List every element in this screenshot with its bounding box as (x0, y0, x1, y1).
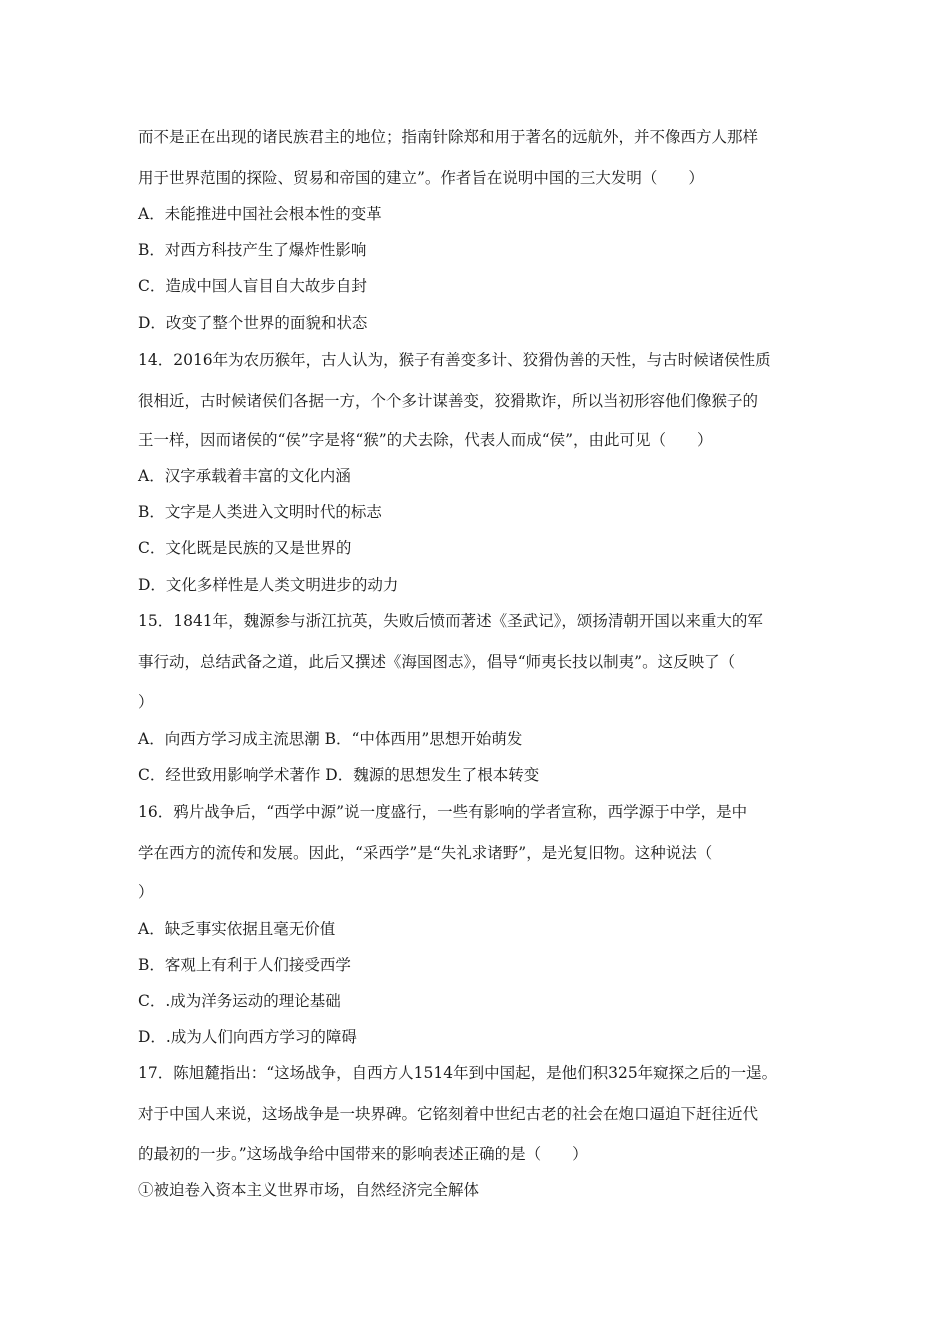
q17-stem-line-3: 的最初的一步。”这场战争给中国带来的影响表述正确的是（ ） (138, 1145, 588, 1163)
q16-option-b: B．客观上有利于人们接受西学 (138, 956, 351, 974)
q14-option-c: C．文化既是民族的又是世界的 (138, 539, 352, 557)
q14-stem-line-2: 很相近，古时候诸侯们各据一方，个个多计谋善变，狡猾欺诈，所以当初形容他们像猴子的 (138, 392, 759, 410)
q14-option-b: B．文字是人类进入文明时代的标志 (138, 503, 382, 521)
q13-option-c: C．造成中国人盲目自大故步自封 (138, 277, 367, 295)
q16-stem-line-1: 16．鸦片战争后，“西学中源”说一度盛行，一些有影响的学者宣称，西学源于中学，是中 (138, 803, 748, 821)
q14-stem-line-3: 王一样，因而诸侯的“侯”字是将“猴”的犬去除，代表人而成“侯”，由此可见（ ） (138, 431, 713, 449)
q13-option-a: A．未能推进中国社会根本性的变革 (138, 205, 382, 223)
q13-option-d: D．改变了整个世界的面貌和状态 (138, 314, 368, 332)
q16-stem-line-2: 学在西方的流传和发展。因此，“采西学”是“失礼求诸野”，是光复旧物。这种说法（ (138, 844, 713, 862)
q13-stem-line-1: 而不是正在出现的诸民族君主的地位；指南针除郑和用于著名的远航外，并不像西方人那样 (138, 128, 759, 146)
q14-stem-line-1: 14．2016年为农历猴年，古人认为，猴子有善变多计、狡猾伪善的天性，与古时候诸侯性质 (138, 351, 771, 369)
q17-option-1: ①被迫卷入资本主义世界市场，自然经济完全解体 (138, 1181, 480, 1199)
q13-option-b: B．对西方科技产生了爆炸性影响 (138, 241, 367, 259)
q14-option-a: A．汉字承载着丰富的文化内涵 (138, 467, 351, 485)
q15-stem-line-3: ） (138, 693, 154, 711)
q17-stem-line-1: 17．陈旭麓指出：“这场战争，自西方人1514年到中国起，是他们积325年窥探之后的一逞。 (138, 1064, 778, 1082)
q17-stem-line-2: 对于中国人来说，这场战争是一块界碑。它铭刻着中世纪古老的社会在炮口逼迫下赶往近代 (138, 1105, 759, 1123)
q16-option-c: C．.成为洋务运动的理论基础 (138, 992, 341, 1010)
q16-option-d: D．.成为人们向西方学习的障碍 (138, 1028, 357, 1046)
q15-options-row-1: A．向西方学习成主流思潮 B．“中体西用”思想开始萌发 (138, 730, 523, 748)
q16-stem-line-3: ） (138, 883, 154, 901)
q15-stem-line-2: 事行动，总结武备之道，此后又撰述《海国图志》，倡导“师夷长技以制夷”。这反映了（ (138, 653, 736, 671)
q16-option-a: A．缺乏事实依据且毫无价值 (138, 920, 336, 938)
q14-option-d: D．文化多样性是人类文明进步的动力 (138, 576, 399, 594)
q13-stem-line-2: 用于世界范围的探险、贸易和帝国的建立”。作者旨在说明中国的三大发明（ ） (138, 169, 704, 187)
q15-stem-line-1: 15．1841年，魏源参与浙江抗英，失败后愤而著述《圣武记》，颂扬清朝开国以来重大的军 (138, 612, 763, 630)
q15-options-row-2: C．经世致用影响学术著作 D．魏源的思想发生了根本转变 (138, 766, 540, 784)
